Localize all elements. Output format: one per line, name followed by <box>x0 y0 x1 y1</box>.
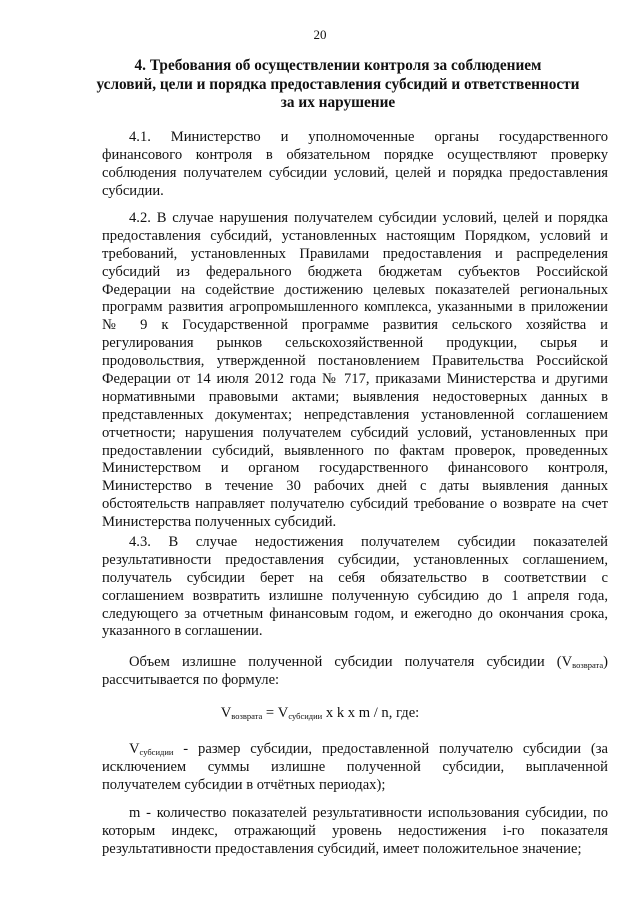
text-line: Министерством и органом государственного финансового контроля, <box>102 460 608 477</box>
paragraph-4-1 <box>102 129 608 201</box>
text-line: 4.1. Министерство и уполномоченные органы государственного <box>129 129 608 145</box>
paragraph-4-3 <box>102 534 608 641</box>
section-heading <box>88 57 588 113</box>
text-line: результативности предоставления субсидии, установленных соглашением, <box>102 551 608 568</box>
text-line: $V_{субсидии}$ - размер субсидии, предоставленной получателю субсидии (за <box>129 741 608 757</box>
text-line: представленных документах; непредставления установленной соглашением <box>102 406 608 423</box>
definition-v-subsidy <box>102 741 608 795</box>
paragraph-4-2 <box>102 210 608 532</box>
text-line: следующего за отчетным финансовым годом, и ежегодно до окончания срока, <box>102 605 608 622</box>
text-line: рассчитывается по формуле: <box>102 671 280 688</box>
page-number: 20 <box>313 27 327 42</box>
text-line: результативности предоставления субсидий, имеет положительное значение; <box>102 840 582 857</box>
text-line: обстоятельств направляет получателю субсидий требование о возврате на счет <box>102 496 608 513</box>
text-line: указанного в соглашении. <box>102 623 263 640</box>
text-line: отчетности; нарушения получателем субсидий условий, установленных при <box>102 424 608 441</box>
text-line: № 9 к Государственной программе развития сельского хозяйства и <box>102 317 608 334</box>
formula: $V_{возврата} = V_{субсидии}$ x k x m / n, где: <box>220 705 420 721</box>
text-line: 4.2. В случае нарушения получателем субсидии условий, целей и порядка <box>129 210 608 226</box>
heading-line: условий, цели и порядка предоставления субсидий и ответственности <box>96 75 580 93</box>
text-line: получателем субсидии в отчётных периодах); <box>102 776 386 793</box>
text-line: финансового контроля в обязательном порядке осуществляют проверку <box>102 146 608 163</box>
text-line: субсидии. <box>102 182 164 199</box>
heading-line: за их нарушение <box>280 94 396 111</box>
text-line: получатель субсидии берет на себя обязательство в соответствии с <box>102 569 608 586</box>
text-line: соблюдения получателем субсидии условий, целей и порядка предоставления <box>102 164 608 181</box>
text-line: Министерства полученных субсидий. <box>102 514 337 531</box>
text-line: регулирования рынков сельскохозяйственной продукции, сырья и <box>102 335 608 352</box>
text-line: предоставлении субсидий, выявленного по фактам проверок, проведенных <box>102 442 608 459</box>
text-line: нормативными правовыми актами; выявления недостоверных данных в <box>102 388 608 405</box>
text-line: Министерство в течение 30 рабочих дней с даты выявления данных <box>102 478 608 495</box>
heading-line: 4. Требования об осуществлении контроля за соблюдением <box>134 57 542 74</box>
text-line: Федерации на содействие достижению целевых показателей региональных <box>102 281 608 298</box>
text-line: субсидий из федерального бюджета бюджетам субъектов Российской <box>102 263 608 280</box>
text-line: соглашением возвратить излишне полученную субсидию до 1 апреля года, <box>102 587 608 604</box>
text-line: требований, установленных Правилами предоставления и распределения <box>102 245 608 262</box>
paragraph-volume <box>102 654 608 690</box>
text-line: программ развития агропромышленного комплекса, указанными в приложении <box>102 299 608 316</box>
text-line: предоставления субсидий, установленных настоящим Порядком, условий и <box>102 227 608 244</box>
text-line: исключением суммы излишне полученной субсидии, выплаченной <box>102 758 608 775</box>
text-line: Объем излишне полученной субсидии получателя субсидии $(V_{возврата})$ <box>129 654 608 670</box>
text-line: 4.3. В случае недостижения получателем субсидии показателей <box>129 534 608 550</box>
text-line: продовольствия, утвержденной постановлением Правительства Российской <box>102 353 608 370</box>
text-line: m - количество показателей результативности использования субсидии, по <box>129 805 608 821</box>
definition-m <box>102 805 608 859</box>
text-line: которым индекс, отражающий уровень недостижения i-го показателя <box>102 822 608 839</box>
text-line: Федерации от 14 июля 2012 года № 717, приказами Министерства и другими <box>102 371 608 388</box>
